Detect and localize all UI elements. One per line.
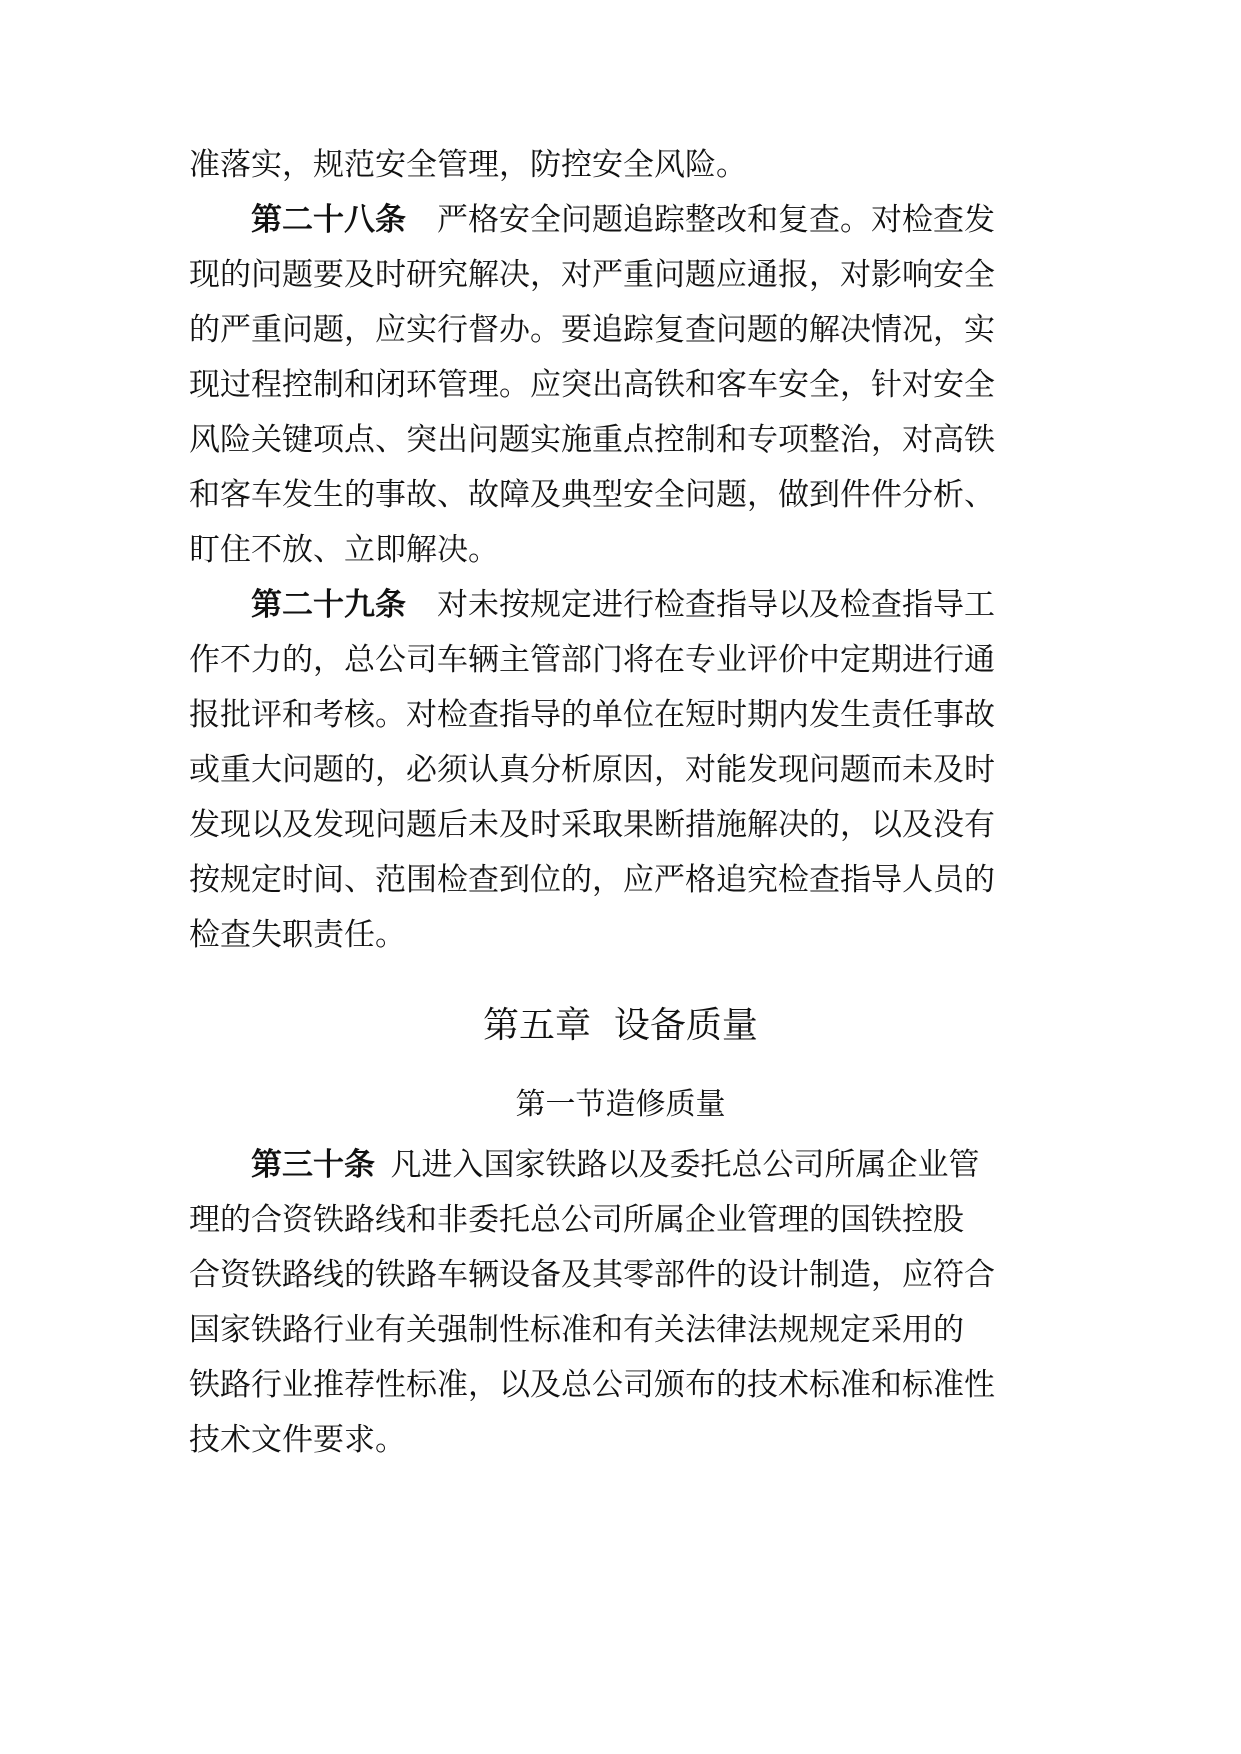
paragraph-line <box>189 1257 995 1293</box>
paragraph-line <box>189 697 995 733</box>
paragraph-text: 的严重问题，应实行督办。要追踪复查问题的解决情况，实 <box>189 312 995 348</box>
paragraph-line <box>189 862 995 898</box>
paragraph-text: 铁路行业推荐性标准，以及总公司颁布的技术标准和标准性 <box>189 1367 995 1403</box>
paragraph-line <box>189 312 995 348</box>
paragraph-text: 凡进入国家铁路以及委托总公司所属企业管 <box>390 1147 980 1183</box>
paragraph-line <box>189 752 995 788</box>
article-29-first-line <box>251 587 995 623</box>
paragraph-text: 现过程控制和闭环管理。应突出高铁和客车安全，针对安全 <box>189 367 995 403</box>
paragraph-text: 风险关键项点、突出问题实施重点控制和专项整治，对高铁 <box>189 422 995 458</box>
paragraph-line <box>189 917 406 953</box>
paragraph-text: 对未按规定进行检查指导以及检查指导工 <box>437 587 995 623</box>
article-28-label: 第二十八条 <box>251 202 406 238</box>
paragraph-text: 盯住不放、立即解决。 <box>189 532 499 568</box>
chapter-title: 第五章 设备质量 <box>483 1005 758 1046</box>
article-28-first-line <box>251 202 995 238</box>
paragraph-text: 和客车发生的事故、故障及典型安全问题，做到件件分析、 <box>189 477 995 513</box>
section-title: 第一节造修质量 <box>515 1087 726 1122</box>
paragraph-text: 严格安全问题追踪整改和复查。对检查发 <box>437 202 995 238</box>
paragraph-line <box>189 1202 964 1238</box>
paragraph-text: 技术文件要求。 <box>189 1422 406 1458</box>
paragraph-text: 按规定时间、范围检查到位的，应严格追究检查指导人员的 <box>189 862 995 898</box>
paragraph-text: 现的问题要及时研究解决，对严重问题应通报，对影响安全 <box>189 257 995 293</box>
paragraph-text: 或重大问题的，必须认真分析原因，对能发现问题而未及时 <box>189 752 995 788</box>
paragraph-text: 发现以及发现问题后未及时采取果断措施解决的，以及没有 <box>189 807 995 843</box>
paragraph-line <box>189 147 747 183</box>
paragraph-text: 作不力的，总公司车辆主管部门将在专业评价中定期进行通 <box>189 642 995 678</box>
paragraph-text: 国家铁路行业有关强制性标准和有关法律法规规定采用的 <box>189 1312 964 1348</box>
paragraph-line <box>189 1422 406 1458</box>
paragraph-line <box>189 367 995 403</box>
paragraph-line <box>189 807 995 843</box>
paragraph-line <box>189 1367 995 1403</box>
article-29-label: 第二十九条 <box>251 587 406 623</box>
paragraph-line <box>189 532 499 568</box>
paragraph-line <box>189 422 995 458</box>
paragraph-line <box>189 1312 964 1348</box>
paragraph-text: 报批评和考核。对检查指导的单位在短时期内发生责任事故 <box>189 697 995 733</box>
paragraph-text: 理的合资铁路线和非委托总公司所属企业管理的国铁控股 <box>189 1202 964 1238</box>
article-30-label: 第三十条 <box>251 1147 375 1183</box>
paragraph-line <box>189 257 995 293</box>
paragraph-text: 检查失职责任。 <box>189 917 406 953</box>
article-30-first-line <box>251 1147 980 1183</box>
paragraph-line <box>189 642 995 678</box>
paragraph-text: 准落实，规范安全管理，防控安全风险。 <box>189 147 747 183</box>
paragraph-line <box>189 477 995 513</box>
paragraph-text: 合资铁路线的铁路车辆设备及其零部件的设计制造，应符合 <box>189 1257 995 1293</box>
